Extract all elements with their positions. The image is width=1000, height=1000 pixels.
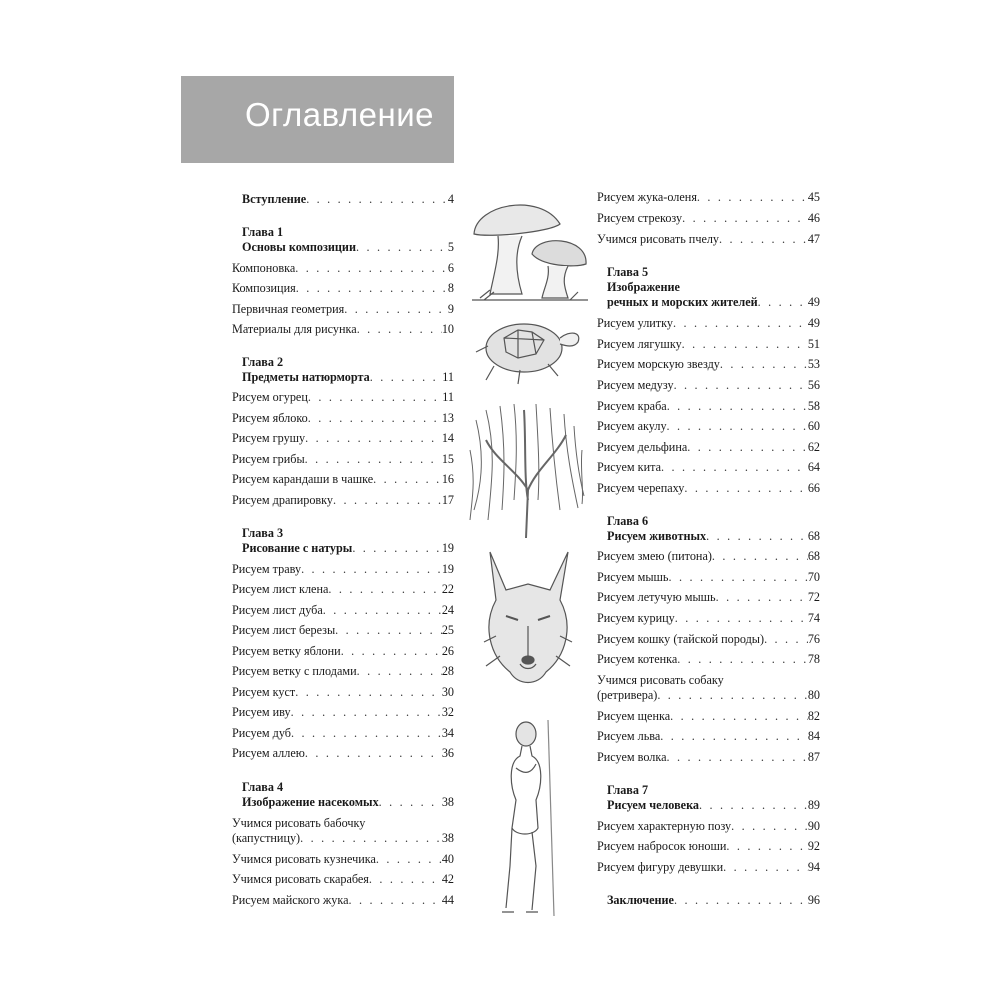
chapter-title[interactable]: Рисуем животных . . . 68: [607, 528, 820, 544]
toc-entry-line1[interactable]: Учимся рисовать собаку: [597, 673, 724, 687]
turtle-icon: [474, 308, 584, 388]
toc-entry[interactable]: Рисуем лист березы . . . 25: [232, 622, 454, 638]
toc-entry[interactable]: Рисуем щенка . . . 82: [597, 708, 820, 724]
chapter-title[interactable]: Основы композиции . . . 5: [242, 239, 454, 255]
toc-entry[interactable]: Рисуем летучую мышь . . . 72: [597, 589, 820, 605]
mushrooms-icon: [470, 194, 590, 302]
chapter-number: Глава 1: [242, 225, 284, 239]
toc-entry[interactable]: Рисуем майского жука . . . 44: [232, 892, 454, 908]
toc-entry[interactable]: Рисуем аллею . . . 36: [232, 745, 454, 761]
toc-entry[interactable]: Рисуем жука-оленя . . . 45: [597, 189, 820, 205]
chapter-title-line1: Изображение: [607, 280, 680, 294]
toc-entry[interactable]: Рисуем волка . . . 87: [597, 749, 820, 765]
toc-entry[interactable]: Рисуем фигуру девушки . . . 94: [597, 859, 820, 875]
chapter-number: Глава 7: [607, 783, 649, 797]
toc-entry[interactable]: Рисуем ветку с плодами . . . 28: [232, 663, 454, 679]
toc-entry[interactable]: Рисуем лист дуба . . . 24: [232, 602, 454, 618]
toc-entry[interactable]: Рисуем мышь . . . 70: [597, 569, 820, 585]
toc-entry[interactable]: Рисуем медузу . . . 56: [597, 377, 820, 393]
toc-entry[interactable]: Рисуем ветку яблони . . . 26: [232, 643, 454, 659]
toc-entry[interactable]: Рисуем морскую звезду . . . 53: [597, 356, 820, 372]
toc-entry[interactable]: Рисуем траву . . . 19: [232, 561, 454, 577]
toc-entry[interactable]: (ретривера) . . . 80: [597, 687, 820, 703]
girl-figure-icon: [492, 716, 572, 916]
toc-entry[interactable]: Рисуем характерную позу . . . 90: [597, 818, 820, 834]
toc-entry[interactable]: Учимся рисовать скарабея . . . 42: [232, 871, 454, 887]
toc-entry[interactable]: Композиция . . . 8: [232, 280, 454, 296]
toc-entry[interactable]: Учимся рисовать пчелу . . . 47: [597, 231, 820, 247]
willow-tree-icon: [466, 400, 586, 540]
toc-entry[interactable]: Рисуем дельфина . . . 62: [597, 439, 820, 455]
toc-entry[interactable]: Рисуем черепаху . . . 66: [597, 480, 820, 496]
toc-entry[interactable]: Материалы для рисунка . . . 10: [232, 321, 454, 337]
toc-entry[interactable]: Рисуем краба . . . 58: [597, 398, 820, 414]
toc-entry[interactable]: Рисуем набросок юноши . . . 92: [597, 838, 820, 854]
toc-entry[interactable]: Первичная геометрия . . . 9: [232, 301, 454, 317]
chapter-title[interactable]: Рисование с натуры . . . 19: [242, 540, 454, 556]
chapter-number: Глава 5: [607, 265, 649, 279]
toc-entry[interactable]: Рисуем лист клена . . . 22: [232, 581, 454, 597]
toc-entry[interactable]: Рисуем стрекозу . . . 46: [597, 210, 820, 226]
toc-entry[interactable]: Рисуем котенка . . . 78: [597, 651, 820, 667]
toc-entry[interactable]: (капустницу) . . . 38: [232, 830, 454, 846]
wolf-icon: [476, 546, 580, 696]
toc-entry[interactable]: Рисуем яблоко . . . 13: [232, 410, 454, 426]
chapter-title[interactable]: Предметы натюрморта . . . 11: [242, 369, 454, 385]
toc-entry[interactable]: Рисуем грушу . . . 14: [232, 430, 454, 446]
toc-entry[interactable]: Рисуем огурец . . . 11: [232, 389, 454, 405]
toc-entry[interactable]: Рисуем дуб . . . 34: [232, 725, 454, 741]
toc-entry[interactable]: Рисуем куст . . . 30: [232, 684, 454, 700]
chapter-number: Глава 6: [607, 514, 649, 528]
toc-entry-line1[interactable]: Учимся рисовать бабочку: [232, 816, 366, 830]
toc-entry[interactable]: Рисуем змею (питона) . . . 68: [597, 548, 820, 564]
page-title: Оглавление: [245, 96, 434, 133]
chapter-title[interactable]: Рисуем человека . . . 89: [607, 797, 820, 813]
chapter-number: Глава 2: [242, 355, 284, 369]
toc-entry[interactable]: Рисуем кита . . . 64: [597, 459, 820, 475]
toc-entry[interactable]: Учимся рисовать кузнечика . . . 40: [232, 851, 454, 867]
toc-entry[interactable]: Компоновка . . . 6: [232, 260, 454, 276]
toc-entry[interactable]: Рисуем кошку (тайской породы) . . . 76: [597, 631, 820, 647]
toc-entry[interactable]: Рисуем грибы . . . 15: [232, 451, 454, 467]
toc-entry[interactable]: Рисуем карандаши в чашке . . . 16: [232, 471, 454, 487]
toc-entry[interactable]: Рисуем улитку . . . 49: [597, 315, 820, 331]
toc-entry[interactable]: Рисуем драпировку . . . 17: [232, 492, 454, 508]
toc-entry[interactable]: Вступление . . . 4: [242, 191, 454, 207]
chapter-title[interactable]: Изображение насекомых . . . 38: [242, 794, 454, 810]
toc-entry[interactable]: Рисуем иву . . . 32: [232, 704, 454, 720]
toc-entry[interactable]: Заключение . . . 96: [607, 892, 820, 908]
illustrations-strip: [462, 180, 592, 920]
toc-entry[interactable]: Рисуем лягушку . . . 51: [597, 336, 820, 352]
chapter-title[interactable]: речных и морских жителей . . . 49: [607, 294, 820, 310]
toc-entry[interactable]: Рисуем курицу . . . 74: [597, 610, 820, 626]
toc-entry[interactable]: Рисуем акулу . . . 60: [597, 418, 820, 434]
toc-entry[interactable]: Рисуем льва . . . 84: [597, 728, 820, 744]
chapter-number: Глава 4: [242, 780, 284, 794]
chapter-number: Глава 3: [242, 526, 284, 540]
title-banner: [181, 76, 454, 163]
